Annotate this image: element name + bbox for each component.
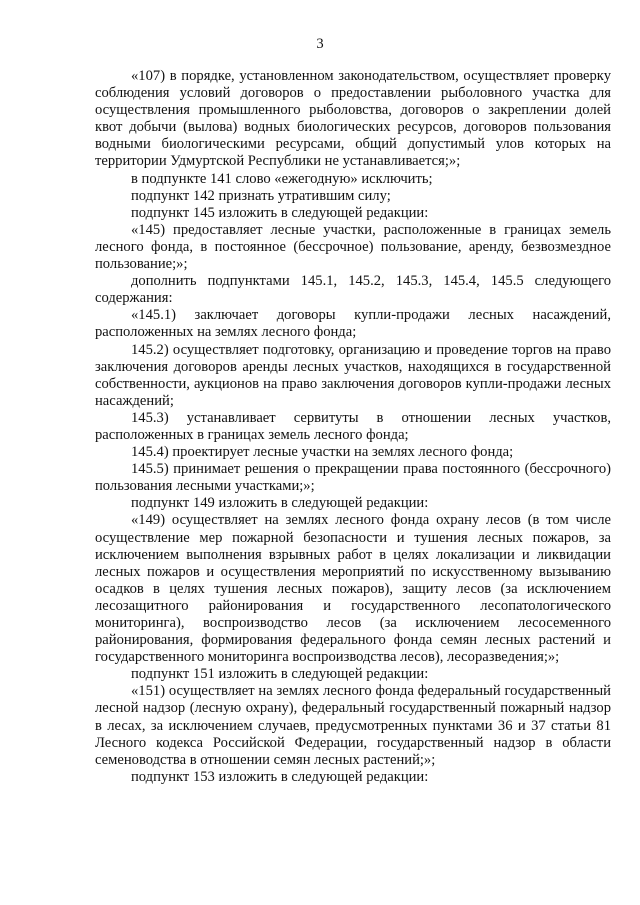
paragraph-add-subitems: дополнить подпунктами 145.1, 145.2, 145.3, 145.4, 145.5 следующего содержания: (95, 273, 611, 307)
paragraph-151: «151) осуществляет на землях лесного фонда федеральный государственный лесной надзор (лесную охрану), федеральный государственный пожарный надзор в лесах, за исключением случаев, предусмотренных пунктами 36 и 37 статьи 81 Лесного кодекса Российской Федерации, государственный надзор в области семеноводства в отношении семян лесных растений;»; (95, 683, 611, 768)
paragraph-145-5: 145.5) принимает решения о прекращении права постоянного (бессрочного) пользования лесными участками;»; (95, 461, 611, 495)
paragraph-145-4: 145.4) проектирует лесные участки на землях лесного фонда; (131, 444, 514, 461)
paragraph-153-intro: подпункт 153 изложить в следующей редакции: (131, 768, 429, 785)
document-body (95, 68, 611, 786)
paragraph-145-3: 145.3) устанавливает сервитуты в отношении лесных участков, расположенных в границах земель лесного фонда; (95, 409, 611, 443)
paragraph-145: «145) предоставляет лесные участки, расположенные в границах земель лесного фонда, в постоянное (бессрочное) пользование, аренду, безвозмездное пользование;»; (95, 221, 611, 273)
paragraph-151-intro: подпункт 151 изложить в следующей редакции: (131, 666, 429, 683)
paragraph-149-intro: подпункт 149 изложить в следующей редакции: (131, 495, 429, 512)
page-number: 3 (316, 36, 324, 52)
paragraph-145-intro: подпункт 145 изложить в следующей редакции: (131, 204, 429, 221)
paragraph-145-2: 145.2) осуществляет подготовку, организацию и проведение торгов на право заключения договоров аренды лесных участков, находящихся в государственной собственности, аукционов на право заключения договоров купли-продажи лесных насаждений; (95, 341, 611, 409)
paragraph-141-amendment: в подпункте 141 слово «ежегодную» исключить; (131, 170, 433, 187)
paragraph-145-1: «145.1) заключает договоры купли-продажи лесных насаждений, расположенных на землях лесного фонда; (95, 307, 611, 341)
paragraph-142-amendment: подпункт 142 признать утратившим силу; (131, 187, 391, 204)
paragraph-107: «107) в порядке, установленном законодательством, осуществляет проверку соблюдения условий договоров о предоставлении рыболовного участка для осуществления промышленного рыболовства, договоров о закреплении долей квот добычи (вылова) водных биологических ресурсов, договоров пользования водными биологическими ресурсами, общий допустимый улов которых на территории Удмуртской Республики не устанавливается;»; (95, 68, 611, 170)
paragraph-149: «149) осуществляет на землях лесного фонда охрану лесов (в том числе осуществление мер пожарной безопасности и тушения лесных пожаров, за исключением выполнения взрывных работ в целях локализации и ликвидации лесных пожаров и осуществления мероприятий по искусственному вызыванию осадков в целях тушения лесных пожаров), защиту лесов (за исключением лесозащитного районирования и государственного лесопатологического мониторинга), воспроизводство лесов (за исключением лесосеменного районирования, формирования федерального фонда семян лесных растений и государственного мониторинга воспроизводства лесов), лесоразведения;»; (95, 512, 611, 666)
